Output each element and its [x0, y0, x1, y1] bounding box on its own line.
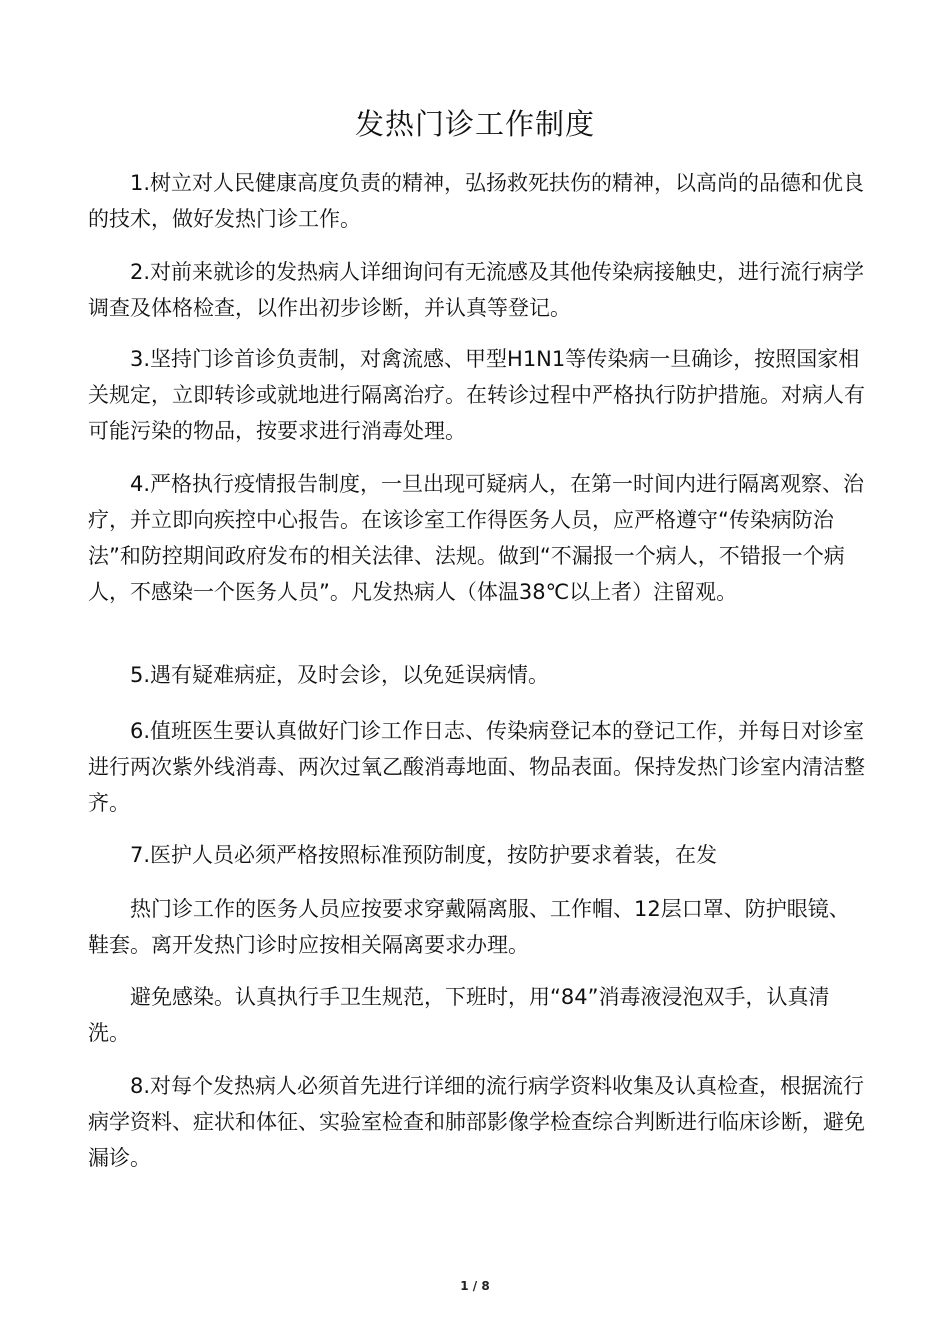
paragraph-8: 8.对每个发热病人必须首先进行详细的流行病学资料收集及认真检查，根据流行病学资料、症状和体征、实验室检查和肺部影像学检查综合判断进行临床诊断，避免漏诊。 — [88, 1074, 865, 1170]
paragraph-2: 2.对前来就诊的发热病人详细询问有无流感及其他传染病接触史，进行流行病学调查及体格检查，以作出初步诊断，并认真等登记。 — [88, 260, 865, 320]
paragraph-4: 4.严格执行疫情报告制度，一旦出现可疑病人，在第一时间内进行隔离观察、治疗，并立即向疾控中心报告。在该诊室工作得医务人员，应严格遵守“传染病防治法”和防控期间政府发布的相关法律、法规。做到“不漏报一个病人，不错报一个病人，不感染一个医务人员”。凡发热病人（体温38℃以上者）注留观。 — [88, 472, 865, 604]
paragraph-7-hygiene: 避免感染。认真执行手卫生规范，下班时，用“84”消毒液浸泡双手，认真清洗。 — [88, 985, 830, 1045]
page-title: 发热门诊工作制度 — [354, 107, 595, 141]
paragraph-1: 1.树立对人民健康高度负责的精神，弘扬救死扶伤的精神，以高尚的品德和优良的技术，做好发热门诊工作。 — [88, 171, 865, 231]
paragraph-5: 5.遇有疑难病症，及时会诊，以免延误病情。 — [130, 663, 550, 687]
paragraph-7: 7.医护人员必须严格按照标准预防制度，按防护要求着装，在发 — [130, 843, 718, 867]
page-number: 1 / 8 — [460, 1279, 490, 1293]
paragraph-3: 3.坚持门诊首诊负责制，对禽流感、甲型H1N1等传染病一旦确诊，按照国家相关规定，立即转诊或就地进行隔离治疗。在转诊过程中严格执行防护措施。对病人有可能污染的物品，按要求进行消毒处理。 — [88, 347, 865, 443]
paragraph-6: 6.值班医生要认真做好门诊工作日志、传染病登记本的登记工作，并每日对诊室进行两次紫外线消毒、两次过氧乙酸消毒地面、物品表面。保持发热门诊室内清洁整齐。 — [88, 719, 865, 815]
paragraph-7-continued: 热门诊工作的医务人员应按要求穿戴隔离服、工作帽、12层口罩、防护眼镜、鞋套。离开发热门诊时应按相关隔离要求办理。 — [88, 897, 850, 957]
